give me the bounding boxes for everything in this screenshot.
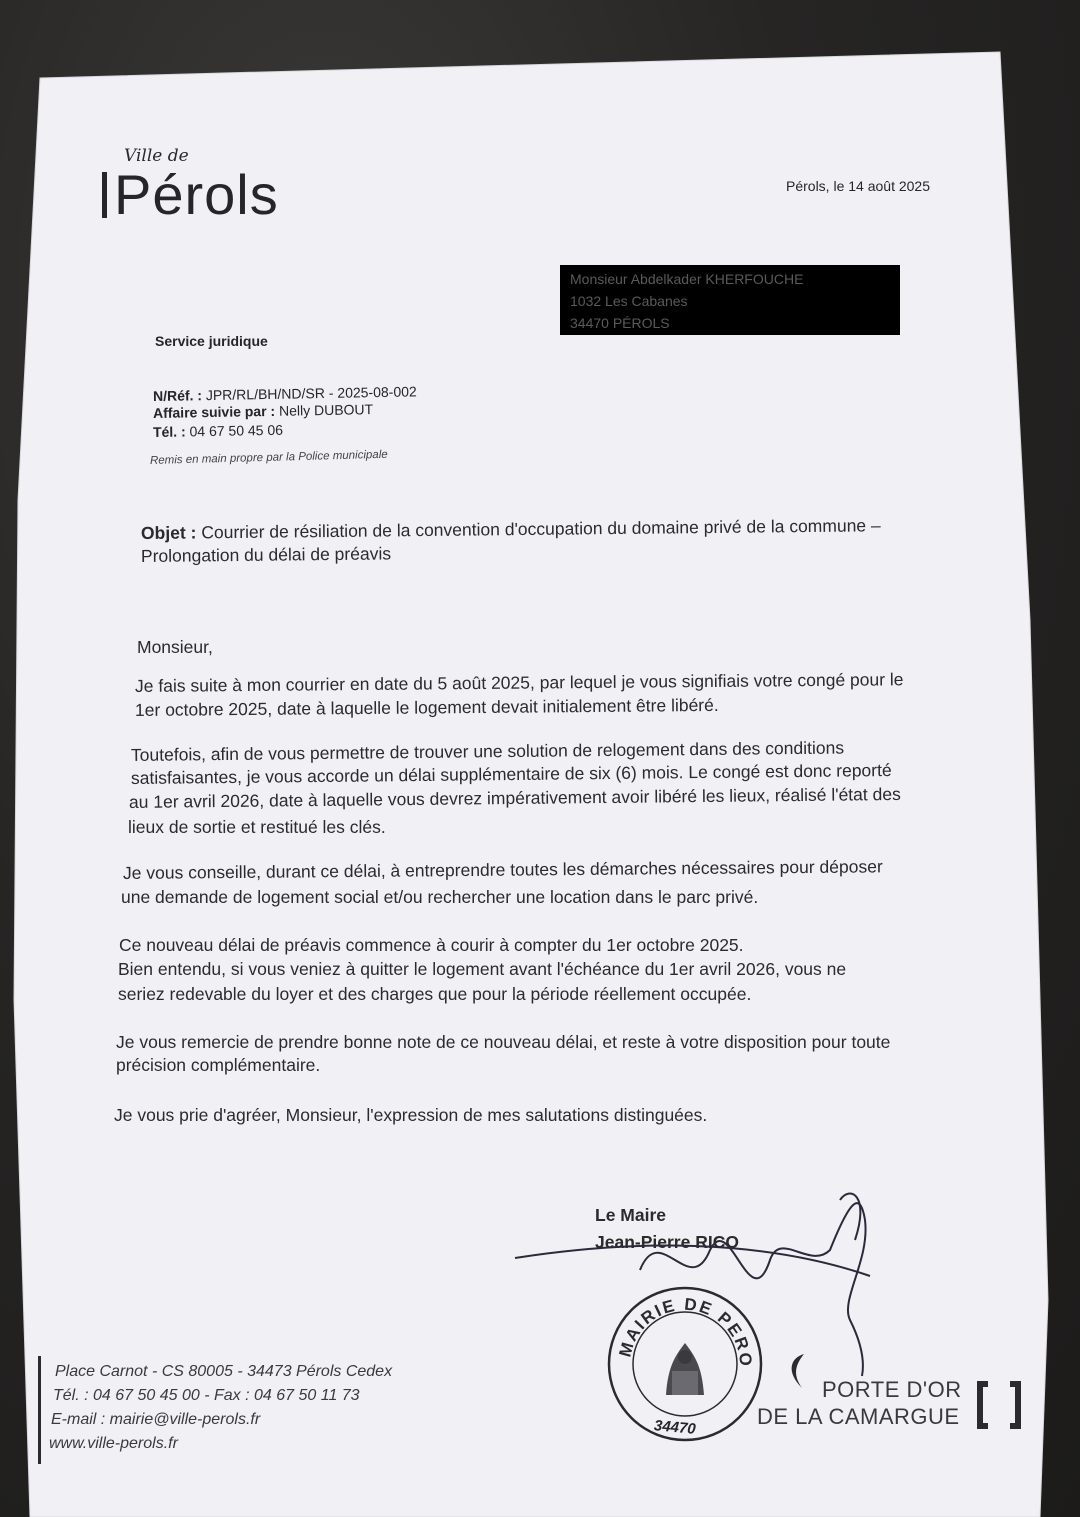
- footer-address: Place Carnot - CS 80005 - 34473 Pérols Cedex: [55, 1363, 393, 1380]
- tel-value: 04 67 50 45 06: [189, 421, 284, 440]
- p2-line-4: lieux de sortie et restitué les clés.: [128, 817, 386, 837]
- p5-line-1: Je vous remercie de prendre bonne note de ce nouveau délai, et reste à votre disposition pour toute: [116, 1032, 891, 1052]
- comma-mark-icon: [782, 1352, 812, 1392]
- p1-line-1: Je fais suite à mon courrier en date du 5 août 2025, par lequel je vous signifiais votre congé pour le: [134, 669, 904, 696]
- p1-line-2: 1er octobre 2025, date à laquelle le logement devait initialement être libéré.: [134, 694, 719, 720]
- remise-note: Remis en main propre par la Police municipale: [149, 448, 388, 467]
- stamp-postcode: 34470: [653, 1417, 697, 1438]
- objet-line-2: Prolongation du délai de préavis: [140, 543, 392, 566]
- p5-line-2: précision complémentaire.: [116, 1055, 321, 1075]
- mairie-stamp: [606, 1285, 764, 1443]
- brand-line-2: DE LA CAMARGUE: [757, 1404, 960, 1429]
- objet-label: Objet :: [140, 522, 197, 543]
- recipient-line-2: 1032 Les Cabanes: [570, 293, 688, 309]
- place-date: Pérols, le 14 août 2025: [786, 178, 930, 194]
- p2-line-1: Toutefois, afin de vous permettre de trouver une solution de relogement dans des conditions: [130, 737, 845, 765]
- logo-vertical-bar: [102, 172, 107, 218]
- p3-line-1: Je vous conseille, durant ce délai, à entreprendre toutes les démarches nécessaires pour déposer: [122, 856, 883, 883]
- recipient-redaction: [560, 265, 900, 335]
- tel-line: [153, 422, 283, 440]
- footer-vertical-bar: [38, 1356, 41, 1464]
- logo-perols: Pérols: [114, 163, 279, 226]
- p3-line-2: une demande de logement social et/ou rechercher une location dans le parc privé.: [121, 887, 759, 907]
- logo-ville-de: Ville de: [124, 146, 189, 166]
- objet-text-1: Courrier de résiliation de la convention d'occupation du domaine privé de la commune –: [201, 515, 881, 543]
- affaire-value: Nelly DUBOUT: [278, 401, 374, 419]
- closing-line: Je vous prie d'agréer, Monsieur, l'expression de mes salutations distinguées.: [114, 1105, 708, 1125]
- ref-value: JPR/RL/BH/ND/SR - 2025-08-002: [205, 383, 417, 404]
- footer-email: E-mail : mairie@ville-perols.fr: [51, 1411, 261, 1428]
- p2-line-3: au 1er avril 2026, date à laquelle vous devrez impérativement avoir libéré les lieux, réalisé l'état des: [128, 783, 901, 812]
- footer-web: www.ville-perols.fr: [49, 1435, 178, 1452]
- brand-bracket-icon: [974, 1380, 1024, 1430]
- brand-line-1: PORTE D'OR: [822, 1377, 962, 1402]
- signature-title: Le Maire: [595, 1205, 666, 1225]
- service-name: Service juridique: [155, 333, 268, 349]
- p4-line-3: seriez redevable du loyer et des charges que pour la période réellement occupée.: [118, 984, 752, 1004]
- salutation: Monsieur,: [137, 637, 213, 657]
- signature-name: Jean-Pierre RICO: [595, 1232, 739, 1252]
- p2-line-2: satisfaisantes, je vous accorde un délai supplémentaire de six (6) mois. Le congé est donc reporté: [130, 760, 892, 788]
- p4-line-2: Bien entendu, si vous veniez à quitter le logement avant l'échéance du 1er avril 2026, vous ne: [118, 959, 847, 979]
- recipient-line-1: Monsieur Abdelkader KHERFOUCHE: [570, 271, 804, 287]
- footer-phone: Tél. : 04 67 50 45 00 - Fax : 04 67 50 11 73: [53, 1387, 360, 1404]
- ref-label: N/Réf. :: [152, 387, 203, 404]
- p4-line-1: Ce nouveau délai de préavis commence à courir à compter du 1er octobre 2025.: [119, 935, 744, 955]
- affaire-label: Affaire suivie par :: [152, 402, 276, 421]
- tel-label: Tél. :: [152, 423, 186, 440]
- stamp-top-text: MAIRIE DE PERO: [615, 1294, 756, 1369]
- recipient-line-3: 34470 PÉROLS: [570, 315, 670, 331]
